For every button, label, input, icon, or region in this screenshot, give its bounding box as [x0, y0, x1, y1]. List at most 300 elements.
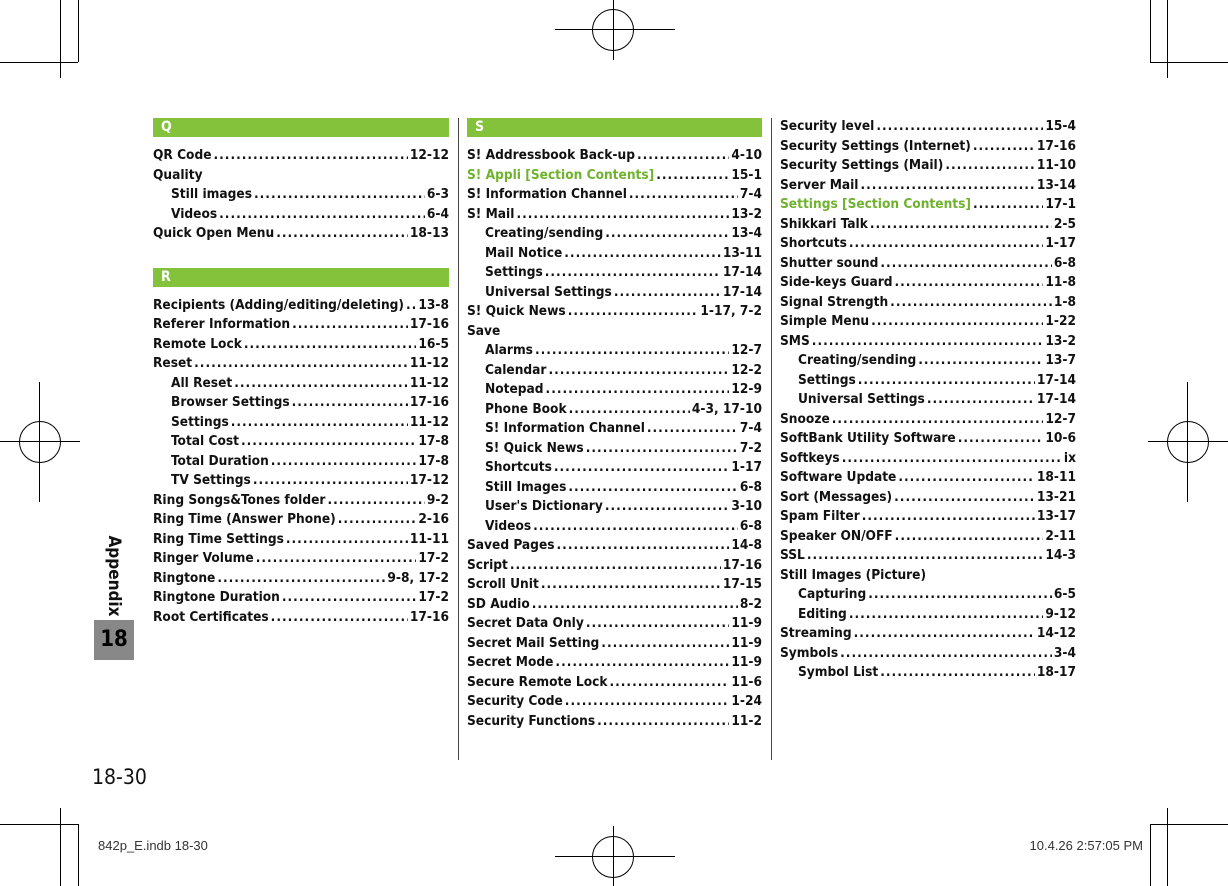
- index-entry-page: 12-7: [731, 342, 762, 358]
- index-entry-page: 13-14: [1036, 176, 1076, 193]
- crop-mark: [1150, 824, 1228, 825]
- crop-mark: [555, 29, 675, 30]
- index-entry-page: 1-17, 7-2: [700, 303, 762, 319]
- index-entry-page: 7-4: [739, 420, 762, 436]
- index-entry: [467, 245, 762, 265]
- leader-dots: [533, 518, 738, 538]
- leader-dots: [868, 586, 1052, 606]
- leader-dots: [854, 625, 1035, 645]
- leader-dots: [918, 352, 1043, 372]
- leader-dots: [812, 333, 1044, 353]
- leader-dots: [214, 147, 408, 167]
- section-header-s: S: [467, 118, 762, 137]
- index-entry-label: Script: [467, 556, 508, 573]
- leader-dots: [569, 401, 690, 421]
- index-entry-page: 16-5: [418, 335, 449, 352]
- leader-dots: [292, 316, 408, 336]
- index-entry-label: Streaming: [780, 625, 852, 641]
- index-entry: [780, 567, 1076, 587]
- index-entry-label: Videos: [485, 517, 532, 534]
- index-entry: [467, 186, 762, 206]
- leader-dots: [807, 547, 1044, 567]
- index-entry-page: 15-1: [731, 166, 762, 183]
- index-entry-page: 10-6: [1045, 430, 1076, 446]
- leader-dots: [555, 654, 729, 674]
- index-entry-page: 11-6: [731, 673, 762, 690]
- index-entry-page: 1-22: [1045, 313, 1076, 329]
- leader-dots: [973, 138, 1035, 158]
- leader-dots: [241, 433, 416, 453]
- index-entry-label: Total Cost: [171, 433, 239, 449]
- index-entry-page: 14-12: [1036, 625, 1076, 641]
- index-entry-label: Videos: [171, 205, 218, 222]
- index-entry-label: Ringtone Duration: [153, 589, 280, 605]
- index-entry-page: 11-8: [1045, 274, 1076, 290]
- index-list-r: [153, 297, 449, 629]
- leader-dots: [532, 596, 738, 616]
- index-entry: [153, 336, 449, 356]
- leader-dots: [586, 615, 730, 635]
- leader-dots: [254, 186, 425, 206]
- index-entry: [780, 625, 1076, 645]
- index-entry: [467, 518, 762, 538]
- leader-dots: [557, 537, 730, 557]
- leader-dots: [217, 570, 385, 590]
- index-entry: [467, 206, 762, 226]
- leader-dots: [253, 472, 408, 492]
- index-entry-page: 17-2: [418, 589, 449, 605]
- index-entry: [467, 713, 762, 733]
- leader-dots: [894, 489, 1035, 509]
- index-entry-page: 14-8: [731, 537, 762, 553]
- chapter-tab-text: Appendix: [104, 535, 124, 617]
- leader-dots: [286, 531, 408, 551]
- leader-dots: [945, 157, 1035, 177]
- index-entry-page: 14-3: [1045, 547, 1076, 563]
- index-entry-label: Remote Lock: [153, 335, 242, 352]
- leader-dots: [842, 450, 1062, 470]
- index-entry-page: 12-2: [731, 361, 762, 378]
- index-entry-label: Referer Information: [153, 316, 291, 332]
- index-entry-page: 9-2: [426, 491, 449, 508]
- index-entry-label: S! Mail: [467, 205, 515, 222]
- index-entry-page: 2-16: [418, 511, 449, 527]
- leader-dots: [862, 508, 1035, 528]
- leader-dots: [629, 186, 738, 206]
- index-entry: [467, 303, 762, 323]
- index-entry-label: Browser Settings: [171, 394, 290, 410]
- index-entry-label: Ringer Volume: [153, 550, 254, 566]
- index-entry-page: 17-16: [409, 394, 449, 410]
- index-entry-page: 6-8: [1053, 254, 1076, 271]
- index-entry-label: Still images: [171, 186, 252, 202]
- index-entry: [467, 537, 762, 557]
- index-entry-page: 17-16: [409, 316, 449, 332]
- index-entry-label: Saved Pages: [467, 537, 555, 553]
- index-entry-label: Universal Settings: [798, 391, 925, 407]
- leader-dots: [871, 313, 1043, 333]
- index-entry: [467, 440, 762, 460]
- index-entry-page: 7-2: [739, 439, 762, 456]
- index-entry: [780, 177, 1076, 197]
- index-entry: [467, 479, 762, 499]
- index-entry: [780, 547, 1076, 567]
- index-entry-page: 13-8: [418, 296, 449, 313]
- index-entry: [153, 206, 449, 226]
- index-entry-page: 17-14: [1036, 371, 1076, 388]
- index-entry: [467, 615, 762, 635]
- crop-mark: [0, 62, 78, 63]
- index-entry: [467, 401, 762, 421]
- index-entry-page: 6-8: [739, 517, 762, 534]
- index-entry: [467, 323, 762, 343]
- leader-dots: [601, 635, 729, 655]
- index-entry-label: Capturing: [798, 586, 867, 602]
- index-entry: [467, 557, 762, 577]
- index-entry-page: 17-2: [418, 550, 449, 566]
- index-entry-label: SSL: [780, 547, 805, 563]
- footer-timestamp: 10.4.26 2:57:05 PM: [1029, 838, 1143, 853]
- index-entry-label: Settings: [485, 264, 543, 280]
- index-entry: [467, 635, 762, 655]
- index-entry-page: 12-9: [731, 381, 762, 397]
- index-entry-page: 17-14: [1036, 391, 1076, 407]
- leader-dots: [545, 264, 721, 284]
- index-entry-page: 11-11: [409, 530, 449, 547]
- footer-file-info: 842p_E.indb 18-30: [98, 838, 208, 853]
- index-entry-page: 17-15: [722, 576, 762, 592]
- index-entry-label: Secret Mode: [467, 654, 554, 670]
- leader-dots: [568, 303, 699, 323]
- index-entry-label: Ring Songs&Tones folder: [153, 491, 326, 508]
- column-divider: [458, 118, 459, 760]
- leader-dots: [231, 414, 408, 434]
- index-entry: [153, 297, 449, 317]
- index-entry-page: 6-3: [426, 186, 449, 202]
- index-entry: [467, 362, 762, 382]
- leader-dots: [858, 372, 1035, 392]
- index-entry-label: Shikkari Talk: [780, 215, 868, 232]
- index-entry: [153, 394, 449, 414]
- index-entry-label: Mail Notice: [485, 244, 563, 261]
- index-column-2: [467, 118, 762, 732]
- leader-dots: [546, 381, 730, 401]
- index-entry-label: QR Code: [153, 147, 212, 163]
- registration-mark-right: [1167, 421, 1209, 463]
- index-entry: [153, 589, 449, 609]
- index-entry-label: Universal Settings: [485, 283, 612, 300]
- index-entry-label: Software Update: [780, 469, 897, 485]
- leader-dots: [516, 206, 729, 226]
- index-entry: [153, 375, 449, 395]
- leader-dots: [895, 528, 1044, 548]
- index-entry-page: 18-11: [1036, 469, 1076, 485]
- index-entry: [780, 274, 1076, 294]
- index-entry-label: Symbol List: [798, 664, 879, 680]
- index-entry-page: 13-21: [1036, 488, 1076, 505]
- crop-mark: [39, 382, 40, 502]
- leader-dots: [609, 674, 729, 694]
- index-entry-label: Simple Menu: [780, 313, 870, 329]
- index-entry-label: Reset: [153, 355, 193, 371]
- index-entry-page: 7-4: [739, 186, 762, 202]
- leader-dots: [637, 147, 729, 167]
- index-entry-label: Shutter sound: [780, 254, 879, 271]
- index-entry-page: 11-9: [731, 615, 762, 631]
- index-entry-page: 18-17: [1036, 664, 1076, 680]
- leader-dots: [271, 609, 408, 629]
- index-entry: [780, 255, 1076, 275]
- index-entry: [467, 596, 762, 616]
- index-entry-page: 8-2: [739, 595, 762, 612]
- index-entry-page: 13-7: [1045, 352, 1076, 368]
- crop-mark: [1187, 382, 1188, 502]
- index-entry: [780, 645, 1076, 665]
- crop-mark: [1148, 441, 1228, 442]
- index-entry-page: 13-4: [731, 225, 762, 241]
- index-entry: [467, 674, 762, 694]
- chapter-tab-label: [102, 536, 126, 616]
- index-entry-label: Security Code: [467, 693, 563, 709]
- index-entry: [780, 450, 1076, 470]
- leader-dots: [840, 645, 1052, 665]
- crop-mark: [1167, 0, 1168, 78]
- index-entry: [780, 118, 1076, 138]
- index-entry: [467, 264, 762, 284]
- index-entry: [780, 235, 1076, 255]
- index-entry-label: Quality: [153, 166, 203, 183]
- leader-dots: [880, 664, 1035, 684]
- index-entry: [467, 693, 762, 713]
- section-header-q: Q: [153, 118, 449, 137]
- index-entry-page: 1-17: [731, 459, 762, 475]
- index-entry: [467, 167, 762, 187]
- index-entry-label: Spam Filter: [780, 508, 860, 524]
- index-entry-label: Phone Book: [485, 400, 567, 417]
- index-entry-page: 9-12: [1045, 605, 1076, 622]
- index-entry-page: 1-8: [1053, 293, 1076, 310]
- index-entry: [780, 469, 1076, 489]
- index-entry: [780, 216, 1076, 236]
- index-entry: [780, 313, 1076, 333]
- index-entry-label: Shortcuts: [780, 235, 847, 251]
- leader-dots: [548, 362, 729, 382]
- leader-dots: [541, 576, 721, 596]
- index-entry-label: SD Audio: [467, 595, 530, 612]
- index-entry: [780, 138, 1076, 158]
- index-entry: [153, 511, 449, 531]
- index-entry: [153, 609, 449, 629]
- index-entry-label: Scroll Unit: [467, 576, 539, 592]
- index-entry-page: 13-2: [731, 205, 762, 222]
- index-entry-page: 11-12: [409, 355, 449, 371]
- leader-dots: [849, 235, 1044, 255]
- index-entry-label: Still Images (Picture): [780, 566, 927, 583]
- index-entry: [153, 531, 449, 551]
- index-column-3: [780, 118, 1076, 684]
- index-list-s-continued: [780, 118, 1076, 684]
- index-entry: [780, 391, 1076, 411]
- index-entry: [467, 284, 762, 304]
- crop-mark: [60, 0, 61, 78]
- leader-dots: [244, 336, 417, 356]
- index-entry-page: 17-16: [722, 556, 762, 573]
- index-entry-label: Side-keys Guard: [780, 274, 893, 290]
- leader-dots: [535, 342, 729, 362]
- leader-dots: [510, 557, 721, 577]
- index-entry-label: S! Quick News: [485, 439, 584, 456]
- leader-dots: [327, 492, 424, 512]
- index-entry-label: Signal Strength: [780, 293, 889, 310]
- index-entry-page: 18-13: [409, 225, 449, 241]
- leader-dots: [194, 355, 408, 375]
- index-entry-page: 3-10: [731, 498, 762, 514]
- index-entry-label: SMS: [780, 332, 810, 349]
- index-entry: [153, 186, 449, 206]
- index-entry-label: Recipients (Adding/editing/deleting): [153, 296, 404, 313]
- index-entry-label: Secure Remote Lock: [467, 673, 608, 690]
- index-entry: [780, 196, 1076, 216]
- index-entry-page: 15-4: [1045, 118, 1076, 134]
- index-entry-page: 11-9: [731, 634, 762, 651]
- index-list-s: [467, 147, 762, 732]
- index-entry-label: Security Settings (Mail): [780, 157, 944, 173]
- index-entry-page: ix: [1063, 449, 1076, 466]
- index-entry-label: Alarms: [485, 342, 533, 358]
- crop-mark: [613, 0, 614, 60]
- leader-dots: [564, 245, 721, 265]
- index-entry-label: S! Information Channel: [485, 420, 645, 436]
- index-entry-label: Settings: [171, 413, 229, 430]
- index-entry-label: TV Settings: [171, 472, 251, 488]
- index-entry-label: S! Quick News: [467, 303, 566, 319]
- index-entry-page: 1-24: [731, 693, 762, 709]
- index-entry: [780, 157, 1076, 177]
- leader-dots: [292, 394, 408, 414]
- index-entry: [467, 654, 762, 674]
- leader-dots: [656, 167, 729, 187]
- index-entry: [780, 528, 1076, 548]
- index-entry-page: 1-17: [1045, 235, 1076, 251]
- index-entry: [153, 355, 449, 375]
- leader-dots: [849, 606, 1044, 626]
- index-entry: [153, 225, 449, 245]
- crop-mark: [0, 441, 80, 442]
- index-entry-label: Creating/sending: [798, 352, 917, 368]
- index-entry: [780, 606, 1076, 626]
- index-entry-label: Ring Time (Answer Phone): [153, 511, 336, 527]
- leader-dots: [647, 420, 738, 440]
- index-entry: [467, 420, 762, 440]
- index-entry-label: Sort (Messages): [780, 488, 893, 505]
- index-entry-label: S! Appli [Section Contents]: [467, 166, 655, 183]
- index-entry-page: 12-7: [1045, 410, 1076, 427]
- section-header-r: R: [153, 268, 449, 287]
- index-entry-label: All Reset: [171, 374, 233, 391]
- index-entry-label: Calendar: [485, 361, 547, 378]
- crop-mark: [613, 826, 614, 886]
- leader-dots: [876, 118, 1043, 138]
- leader-dots: [861, 177, 1035, 197]
- index-entry: [780, 586, 1076, 606]
- index-entry-label: Server Mail: [780, 176, 859, 193]
- crop-mark: [555, 856, 675, 857]
- crop-mark: [1167, 808, 1168, 886]
- leader-dots: [256, 550, 417, 570]
- index-entry-page: 4-3, 17-10: [691, 400, 762, 417]
- leader-dots: [927, 391, 1035, 411]
- chapter-tab-number: 18: [94, 620, 134, 660]
- index-entry-page: 11-10: [1036, 157, 1076, 173]
- leader-dots: [406, 297, 416, 317]
- index-entry-page: 17-16: [1036, 137, 1076, 154]
- index-entry: [153, 570, 449, 590]
- index-entry: [467, 147, 762, 167]
- index-entry-label: S! Information Channel: [467, 186, 627, 202]
- index-entry: [153, 472, 449, 492]
- index-entry-page: 2-11: [1045, 527, 1076, 544]
- index-entry: [780, 411, 1076, 431]
- index-entry: [153, 316, 449, 336]
- leader-dots: [605, 225, 729, 245]
- leader-dots: [890, 294, 1052, 314]
- index-entry: [153, 453, 449, 473]
- leader-dots: [597, 713, 729, 733]
- leader-dots: [565, 693, 730, 713]
- index-entry-label: S! Addressbook Back-up: [467, 147, 635, 163]
- index-entry-label: Notepad: [485, 381, 544, 397]
- leader-dots: [880, 255, 1052, 275]
- index-entry-page: 17-8: [418, 452, 449, 469]
- index-entry: [153, 550, 449, 570]
- index-entry-label: User's Dictionary: [485, 498, 603, 514]
- index-entry: [467, 225, 762, 245]
- leader-dots: [832, 411, 1044, 431]
- leader-dots: [898, 469, 1035, 489]
- index-entry-label: Ringtone: [153, 569, 216, 586]
- index-entry: [467, 381, 762, 401]
- leader-dots: [282, 589, 417, 609]
- index-entry: [780, 294, 1076, 314]
- index-entry-label: Speaker ON/OFF: [780, 527, 893, 544]
- index-entry-page: 3-4: [1053, 644, 1076, 661]
- index-entry-label: Shortcuts: [485, 459, 552, 475]
- index-entry: [153, 492, 449, 512]
- index-entry-page: 17-1: [1045, 196, 1076, 212]
- index-entry: [780, 508, 1076, 528]
- index-entry: [153, 167, 449, 187]
- index-entry-page: 13-2: [1045, 332, 1076, 349]
- index-entry: [153, 433, 449, 453]
- leader-dots: [894, 274, 1043, 294]
- leader-dots: [219, 206, 425, 226]
- leader-dots: [568, 479, 738, 499]
- leader-dots: [973, 196, 1043, 216]
- index-entry-label: Still Images: [485, 478, 567, 495]
- index-entry-label: Security Functions: [467, 712, 596, 729]
- index-entry-page: 11-9: [731, 654, 762, 670]
- index-entry: [467, 576, 762, 596]
- index-entry-label: Save: [467, 322, 501, 339]
- index-list-q: [153, 147, 449, 245]
- index-entry-page: 17-14: [722, 264, 762, 280]
- index-entry: [467, 342, 762, 362]
- index-entry-label: Ring Time Settings: [153, 530, 284, 547]
- index-entry: [780, 333, 1076, 353]
- crop-mark: [1150, 0, 1151, 62]
- index-entry-page: 17-8: [418, 433, 449, 449]
- index-entry-page: 17-14: [722, 283, 762, 300]
